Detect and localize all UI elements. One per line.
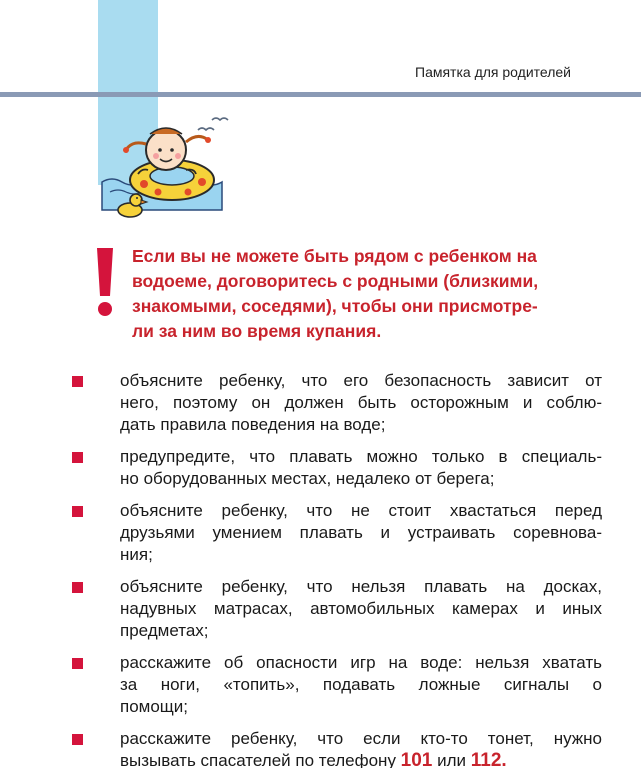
list-item-line: объясните ребенку, что не стоит хвастаться перед	[120, 501, 602, 520]
child-swimming-illustration	[100, 112, 245, 230]
list-item-last-line	[120, 750, 602, 768]
list-item-line: объясните ребенку, что нельзя плавать на досках,	[120, 577, 602, 596]
alert-line: знакомыми, соседями), чтобы они присмотре-	[132, 296, 538, 316]
alert-line: ли за ним во время купания.	[132, 321, 382, 341]
list-item-line: расскажите об опасности игр на воде: нельзя хватать	[120, 653, 602, 672]
exclamation-icon	[88, 246, 122, 318]
conjunction-text: или	[432, 751, 471, 768]
list-item-line: ния;	[120, 545, 153, 564]
list-item	[72, 652, 602, 718]
phone-number-101: 101	[400, 750, 433, 768]
list-item	[72, 576, 602, 642]
square-bullet-icon	[72, 658, 83, 669]
square-bullet-icon	[72, 376, 83, 387]
square-bullet-icon	[72, 734, 83, 745]
list-item	[72, 728, 602, 768]
square-bullet-icon	[72, 452, 83, 463]
list-item	[72, 370, 602, 436]
list-item-line: него, поэтому он должен быть осторожным и соблю-	[120, 393, 602, 412]
list-item-line: но оборудованных местах, недалеко от берега;	[120, 469, 495, 488]
list-item-line: дать правила поведения на воде;	[120, 415, 386, 434]
list-item-line: помощи;	[120, 697, 189, 716]
square-bullet-icon	[72, 506, 83, 517]
alert-line: водоеме, договоритесь с родными (близкими,	[132, 271, 539, 291]
list-item-line: за ноги, «топить», подавать ложные сигналы о	[120, 675, 602, 694]
alert-text	[132, 244, 624, 344]
header-rule	[0, 92, 641, 97]
list-item	[72, 500, 602, 566]
seagull-icon	[212, 118, 228, 120]
list-item	[72, 446, 602, 490]
phone-number-112: 112.	[470, 750, 507, 768]
list-item-line: друзьями умением плавать и устраивать соревнова-	[120, 523, 602, 542]
list-item-line: надувных матрасах, автомобильных камерах и иных	[120, 599, 602, 618]
seagull-icon	[198, 128, 214, 130]
list-item-line: объясните ребенку, что его безопасность зависит от	[120, 371, 602, 390]
child-face	[146, 130, 186, 170]
list-item-line: расскажите ребенку, что если кто-то тонет, нужно	[120, 729, 602, 748]
list-item-line: предупредите, что плавать можно только в специаль-	[120, 447, 602, 466]
page-header-title: Памятка для родителей	[415, 64, 571, 80]
list-item-line: предметах;	[120, 621, 209, 640]
square-bullet-icon	[72, 582, 83, 593]
list-item-line-prefix: вызывать спасателей по телефону	[120, 751, 401, 768]
advice-list	[72, 370, 602, 768]
alert-line: Если вы не можете быть рядом с ребенком на	[132, 246, 537, 266]
